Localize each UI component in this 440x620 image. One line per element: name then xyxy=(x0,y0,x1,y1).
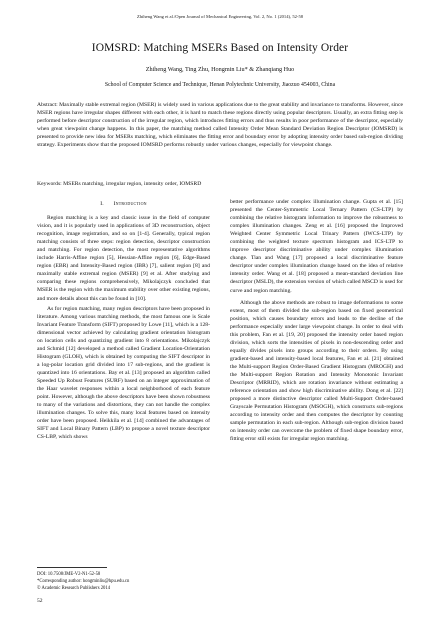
running-header: Zhiheng Wang et al./Open Journal of Mechanical Engineering, Vol. 2, No. 1 (2014), 52-58 xyxy=(136,14,304,19)
section-heading xyxy=(37,200,210,208)
footnote-divider xyxy=(37,567,107,568)
page-number: 52 xyxy=(37,598,43,604)
intro-paragraph-2-continued: better performance under complex illumination change. Gupta et al. [15] presented the Center-Symmetric Local Ternary Pattern (CS-LTP) by combining the relative histogram information to improve the robustness to complex illumination changes. Zeng et al. [16] proposed the Improved Weighted Center Symmetric Local Trinary Pattern (IWCS-LTP) by combining the weighted texture spectrum histogram and ICS-LTP to improve descriptor discriminative ability under complex illumination change. Tian and Wang [17] proposed a local discriminative feature descriptor under complex illumination change based on the idea of relative intensity order. Wang et al. [18] proposed a mean-standard deviation line descriptor (MSLD), the extension version of which called MSCD is used for curve and region matching. xyxy=(230,199,403,294)
section-title: Introduction xyxy=(113,201,147,207)
footnote-doi: DOI: 10.7508/JME-V2-N1-52-58 xyxy=(37,572,101,577)
footnote-copyright: © Academic Research Publishers 2014 xyxy=(37,586,111,592)
intro-paragraph-1: Region matching is a key and classic issue in the field of computer vision, and it is popularly used in applications of 3D reconstruction, object recognition, image registration, and so on [1-4]. Generally, typical region matching consists of three steps: region detection, descriptor construction and matching. For region detection, the most representative algorithms include Harris-Affine region [5], Hessian-Affine region [6], Edge-Based region (EBR) and Intensity-Based region (IBR) [7], salient region [8] and maximally stable extremal region (MSER) [9] et al. After studying and comparing these regions comprehensively, Mikolajczyk concluded that MSER is the region with the maximum stability over other existing regions, and more details about this can be found in [10]. xyxy=(37,215,210,302)
keywords: Keywords: MSERs matching, irregular region, intensity order, IOMSRD xyxy=(37,181,202,187)
intro-paragraph-2: As for region matching, many region descriptors have been proposed in literature. Among various matching methods, the most famous one is Scale Invariant Feature Transform (SIFT) proposed by Lowe [11], which is a 128-dimensional vector achieved by calculating gradient orientation histogram on location cells and quantizing gradient into 8 orientations. Mikolajczyk and Schmid [12] developed a method called Gradient Location-Orientation Histogram (GLOH), which is obtained by computing the SIFT descriptor in a log-polar location grid divided into 17 sub-regions, and the gradient is quantized into 16 orientations. Bay et al. [13] proposed an algorithm called Speeded Up Robust Features (SURF) based on an integer approximation of the Haar wavelet responses within a local neighborhood of each feature point. However, although the above descriptors have been shown robustness to many of the variations and distortions, they can not handle the complex illumination changes. To solve this, many local features based on intensity order have been proposed. Heikkila et al. [14] combined the advantages of SIFT and Local Binary Pattern (LBP) to propose a novel texture descriptor CS-LBP, which shows xyxy=(37,305,210,441)
abstract: Abstract: Maximally stable extremal region (MSER) is widely used in various applications due to the great stability and invariance to transforms. However, since MSER regions have irregular shapes different with each other, it is hard to match these regions directly using popular descriptors. Usually, an extra fitting step is performed before descriptor construction of the irregular region, which introduces fitting errors and thus results in poor performance of the descriptor, especially when great viewpoint change happens. In this paper, the matching method called Intensity Order Mean Standard Deviation Region Descriptor (IOMSRD) is presented to provide new idea for MSERs matching, which eliminates the fitting error and boundary error by adopting intensity order based sub-region dividing strategy. Experiments show that the proposed IOMSRD performs robustly under various changes, especially for viewpoint change. xyxy=(37,102,403,149)
author-list: Zhiheng Wang, Ting Zhu, Hongmin Liu* & Zhanqiang Huo xyxy=(145,66,295,73)
section-number: I. xyxy=(100,201,104,207)
left-column xyxy=(37,200,210,443)
affiliation: School of Computer Science and Technique, Henan Polytechnic University, Jiaozuo 454003, China xyxy=(104,82,336,88)
intro-paragraph-3: Although the above methods are robust to image deformations to some extent, most of them divided the sub-region based on fixed geometrical position, which causes boundary errors and leads to the decline of the performance especially under large viewpoint change. In order to deal with this problem, Fan et al. [19, 20] proposed the intensity order based region division, which sorts the intensities of pixels in non-descending order and equally divides pixels into groups according to their orders. By using gradient-based and intensity-based local features, Fan et al. [21] obtained the Multi-support Region Order-Based Gradient Histogram (MROGH) and the Multi-support Region Rotation and Intensity Monotonic Invariant Descriptor (MRRID), which are rotation invariance without estimating a reference orientation and show high discriminative ability. Dong et al. [22] proposed a more distinctive descriptor called Multi-Support Order-based Grayscale Permutation Histogram (MSOGH), which constructs sub-regions according to intensity order and then computes the descriptor by counting sample permutation in each sub-region. Although sub-region division based on intensity order can overcome the problem of fixed shape boundary error, fitting error still exists for irregular region matching. xyxy=(230,299,403,443)
paper-title: IOMSRD: Matching MSERs Based on Intensity Order xyxy=(91,42,349,54)
right-column xyxy=(230,198,403,443)
footnote-corresponding-author: *Corresponding author: hongminliu@hpu.edu.cn xyxy=(37,579,130,585)
footnotes xyxy=(37,571,210,592)
